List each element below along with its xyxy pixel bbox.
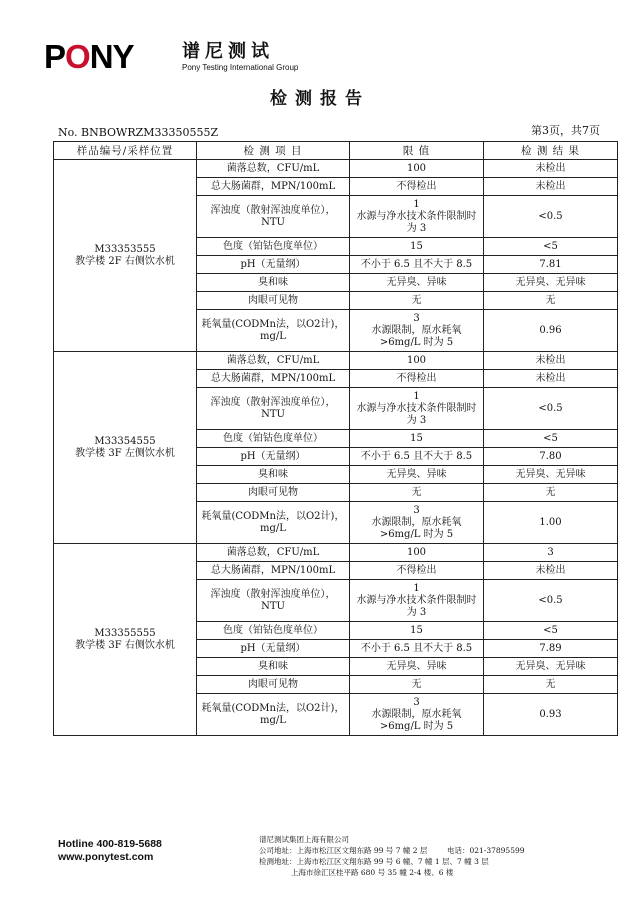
- sample-cell: [54, 352, 197, 544]
- cell-item: 肉眼可见物: [197, 292, 350, 310]
- cell-limit: 不得检出: [350, 562, 484, 580]
- cell-limit: 100: [350, 544, 484, 562]
- sample-location: 教学楼 3F 左侧饮水机: [75, 447, 175, 459]
- cell-item: 色度（铂钴色度单位）: [197, 430, 350, 448]
- cell-item: 耗氧量(CODMn法，以O2计)，mg/L: [197, 502, 350, 544]
- cell-result: 无: [484, 292, 618, 310]
- cell-result: 0.93: [484, 694, 618, 736]
- cell-limit: 1 水源与净水技术条件限制时为 3: [350, 580, 484, 622]
- cell-limit: 无异臭、异味: [350, 274, 484, 292]
- cell-limit: 不小于 6.5 且不大于 8.5: [350, 640, 484, 658]
- cell-result: 无异臭、无异味: [484, 466, 618, 484]
- table-body: [54, 160, 618, 736]
- cell-result: 3: [484, 544, 618, 562]
- cell-item: 臭和味: [197, 274, 350, 292]
- cell-limit: 15: [350, 430, 484, 448]
- sample-id: M33353555: [94, 243, 156, 255]
- cell-item: 臭和味: [197, 658, 350, 676]
- cell-limit: 无异臭、异味: [350, 658, 484, 676]
- lab-address-2: 上海市徐汇区桂平路 680 号 35 幢 2-4 楼、6 楼: [291, 868, 454, 877]
- company-info: [259, 834, 489, 878]
- hotline: Hotline 400-819-5688: [58, 838, 162, 850]
- cell-result: 未检出: [484, 178, 618, 196]
- website-link[interactable]: www.ponytest.com: [58, 851, 154, 863]
- test-results-table: [53, 141, 618, 736]
- logo-wordmark: PONY: [44, 38, 134, 75]
- cell-item: 色度（铂钴色度单位）: [197, 622, 350, 640]
- cell-limit: 不小于 6.5 且不大于 8.5: [350, 448, 484, 466]
- sample-cell: [54, 544, 197, 736]
- cell-item: 菌落总数，CFU/mL: [197, 544, 350, 562]
- cell-limit: 无: [350, 676, 484, 694]
- cell-limit: 100: [350, 160, 484, 178]
- cell-limit: 无异臭、异味: [350, 466, 484, 484]
- table-header-row: [54, 142, 618, 160]
- cell-result: 未检出: [484, 562, 618, 580]
- cell-item: 总大肠菌群，MPN/100mL: [197, 178, 350, 196]
- cell-item: 菌落总数，CFU/mL: [197, 352, 350, 370]
- cell-limit: 3 水源限制，原水耗氧>6mg/L 时为 5: [350, 310, 484, 352]
- cell-item: 肉眼可见物: [197, 484, 350, 502]
- cell-result: <5: [484, 622, 618, 640]
- cell-result: 未检出: [484, 352, 618, 370]
- cell-item: 耗氧量(CODMn法，以O2计)，mg/L: [197, 694, 350, 736]
- cell-item: 总大肠菌群，MPN/100mL: [197, 370, 350, 388]
- cell-item: 浑浊度（散射浑浊度单位），NTU: [197, 388, 350, 430]
- cell-result: 未检出: [484, 370, 618, 388]
- table-row: [54, 160, 618, 178]
- cell-limit: 无: [350, 484, 484, 502]
- cell-result: 7.89: [484, 640, 618, 658]
- seal-stamp-edge: [628, 425, 640, 625]
- company-logo: [44, 40, 304, 74]
- cell-limit: 1 水源与净水技术条件限制时为 3: [350, 388, 484, 430]
- cell-limit: 15: [350, 238, 484, 256]
- report-number: No. BNBOWRZM33350555Z: [58, 126, 219, 139]
- cell-result: 7.80: [484, 448, 618, 466]
- cell-item: 浑浊度（散射浑浊度单位），NTU: [197, 196, 350, 238]
- cell-limit: 100: [350, 352, 484, 370]
- sample-location: 教学楼 3F 右侧饮水机: [75, 639, 175, 651]
- report-title: 检测报告: [270, 89, 370, 109]
- lab-address: 检测地址：上海市松江区文翔东路 99 号 6 幢、7 幢 1 层、7 幢 3 层: [259, 857, 489, 866]
- cell-item: 臭和味: [197, 466, 350, 484]
- header-sample: 样品编号/采样位置: [54, 142, 197, 160]
- cell-item: pH（无量纲）: [197, 448, 350, 466]
- cell-result: 无: [484, 484, 618, 502]
- cell-result: 无异臭、无异味: [484, 274, 618, 292]
- cell-item: 总大肠菌群，MPN/100mL: [197, 562, 350, 580]
- company-name: 谱尼测试集团上海有限公司: [259, 835, 349, 844]
- header-limit: 限 值: [350, 142, 484, 160]
- cell-result: 未检出: [484, 160, 618, 178]
- sample-id: M33354555: [94, 435, 156, 447]
- logo-chinese-name: 谱尼测试: [182, 41, 274, 62]
- telephone: 电话：021-37895599: [447, 846, 525, 855]
- cell-limit: 不小于 6.5 且不大于 8.5: [350, 256, 484, 274]
- cell-item: 耗氧量(CODMn法，以O2计)，mg/L: [197, 310, 350, 352]
- cell-limit: 3 水源限制，原水耗氧>6mg/L 时为 5: [350, 694, 484, 736]
- cell-result: <5: [484, 430, 618, 448]
- cell-result: <0.5: [484, 196, 618, 238]
- cell-limit: 无: [350, 292, 484, 310]
- sample-location: 教学楼 2F 右侧饮水机: [75, 255, 175, 267]
- cell-item: 肉眼可见物: [197, 676, 350, 694]
- cell-result: 无异臭、无异味: [484, 658, 618, 676]
- company-address: 公司地址：上海市松江区文翔东路 99 号 7 幢 2 层: [259, 846, 428, 855]
- cell-item: 色度（铂钴色度单位）: [197, 238, 350, 256]
- cell-item: pH（无量纲）: [197, 640, 350, 658]
- cell-result: 7.81: [484, 256, 618, 274]
- sample-id: M33355555: [94, 627, 156, 639]
- cell-result: 1.00: [484, 502, 618, 544]
- cell-result: <0.5: [484, 580, 618, 622]
- cell-item: 菌落总数，CFU/mL: [197, 160, 350, 178]
- cell-item: pH（无量纲）: [197, 256, 350, 274]
- cell-result: <5: [484, 238, 618, 256]
- page-footer: [0, 830, 640, 900]
- page-indicator: 第3页，共7页: [531, 124, 600, 137]
- cell-result: 0.96: [484, 310, 618, 352]
- sample-cell: [54, 160, 197, 352]
- table-row: [54, 544, 618, 562]
- cell-limit: 1 水源与净水技术条件限制时为 3: [350, 196, 484, 238]
- cell-item: 浑浊度（散射浑浊度单位），NTU: [197, 580, 350, 622]
- cell-limit: 不得检出: [350, 370, 484, 388]
- cell-limit: 15: [350, 622, 484, 640]
- cell-limit: 不得检出: [350, 178, 484, 196]
- cell-limit: 3 水源限制，原水耗氧>6mg/L 时为 5: [350, 502, 484, 544]
- cell-result: <0.5: [484, 388, 618, 430]
- logo-english-name: Pony Testing International Group: [182, 63, 299, 72]
- header-result: 检 测 结 果: [484, 142, 618, 160]
- header-item: 检 测 项 目: [197, 142, 350, 160]
- cell-result: 无: [484, 676, 618, 694]
- table-row: [54, 352, 618, 370]
